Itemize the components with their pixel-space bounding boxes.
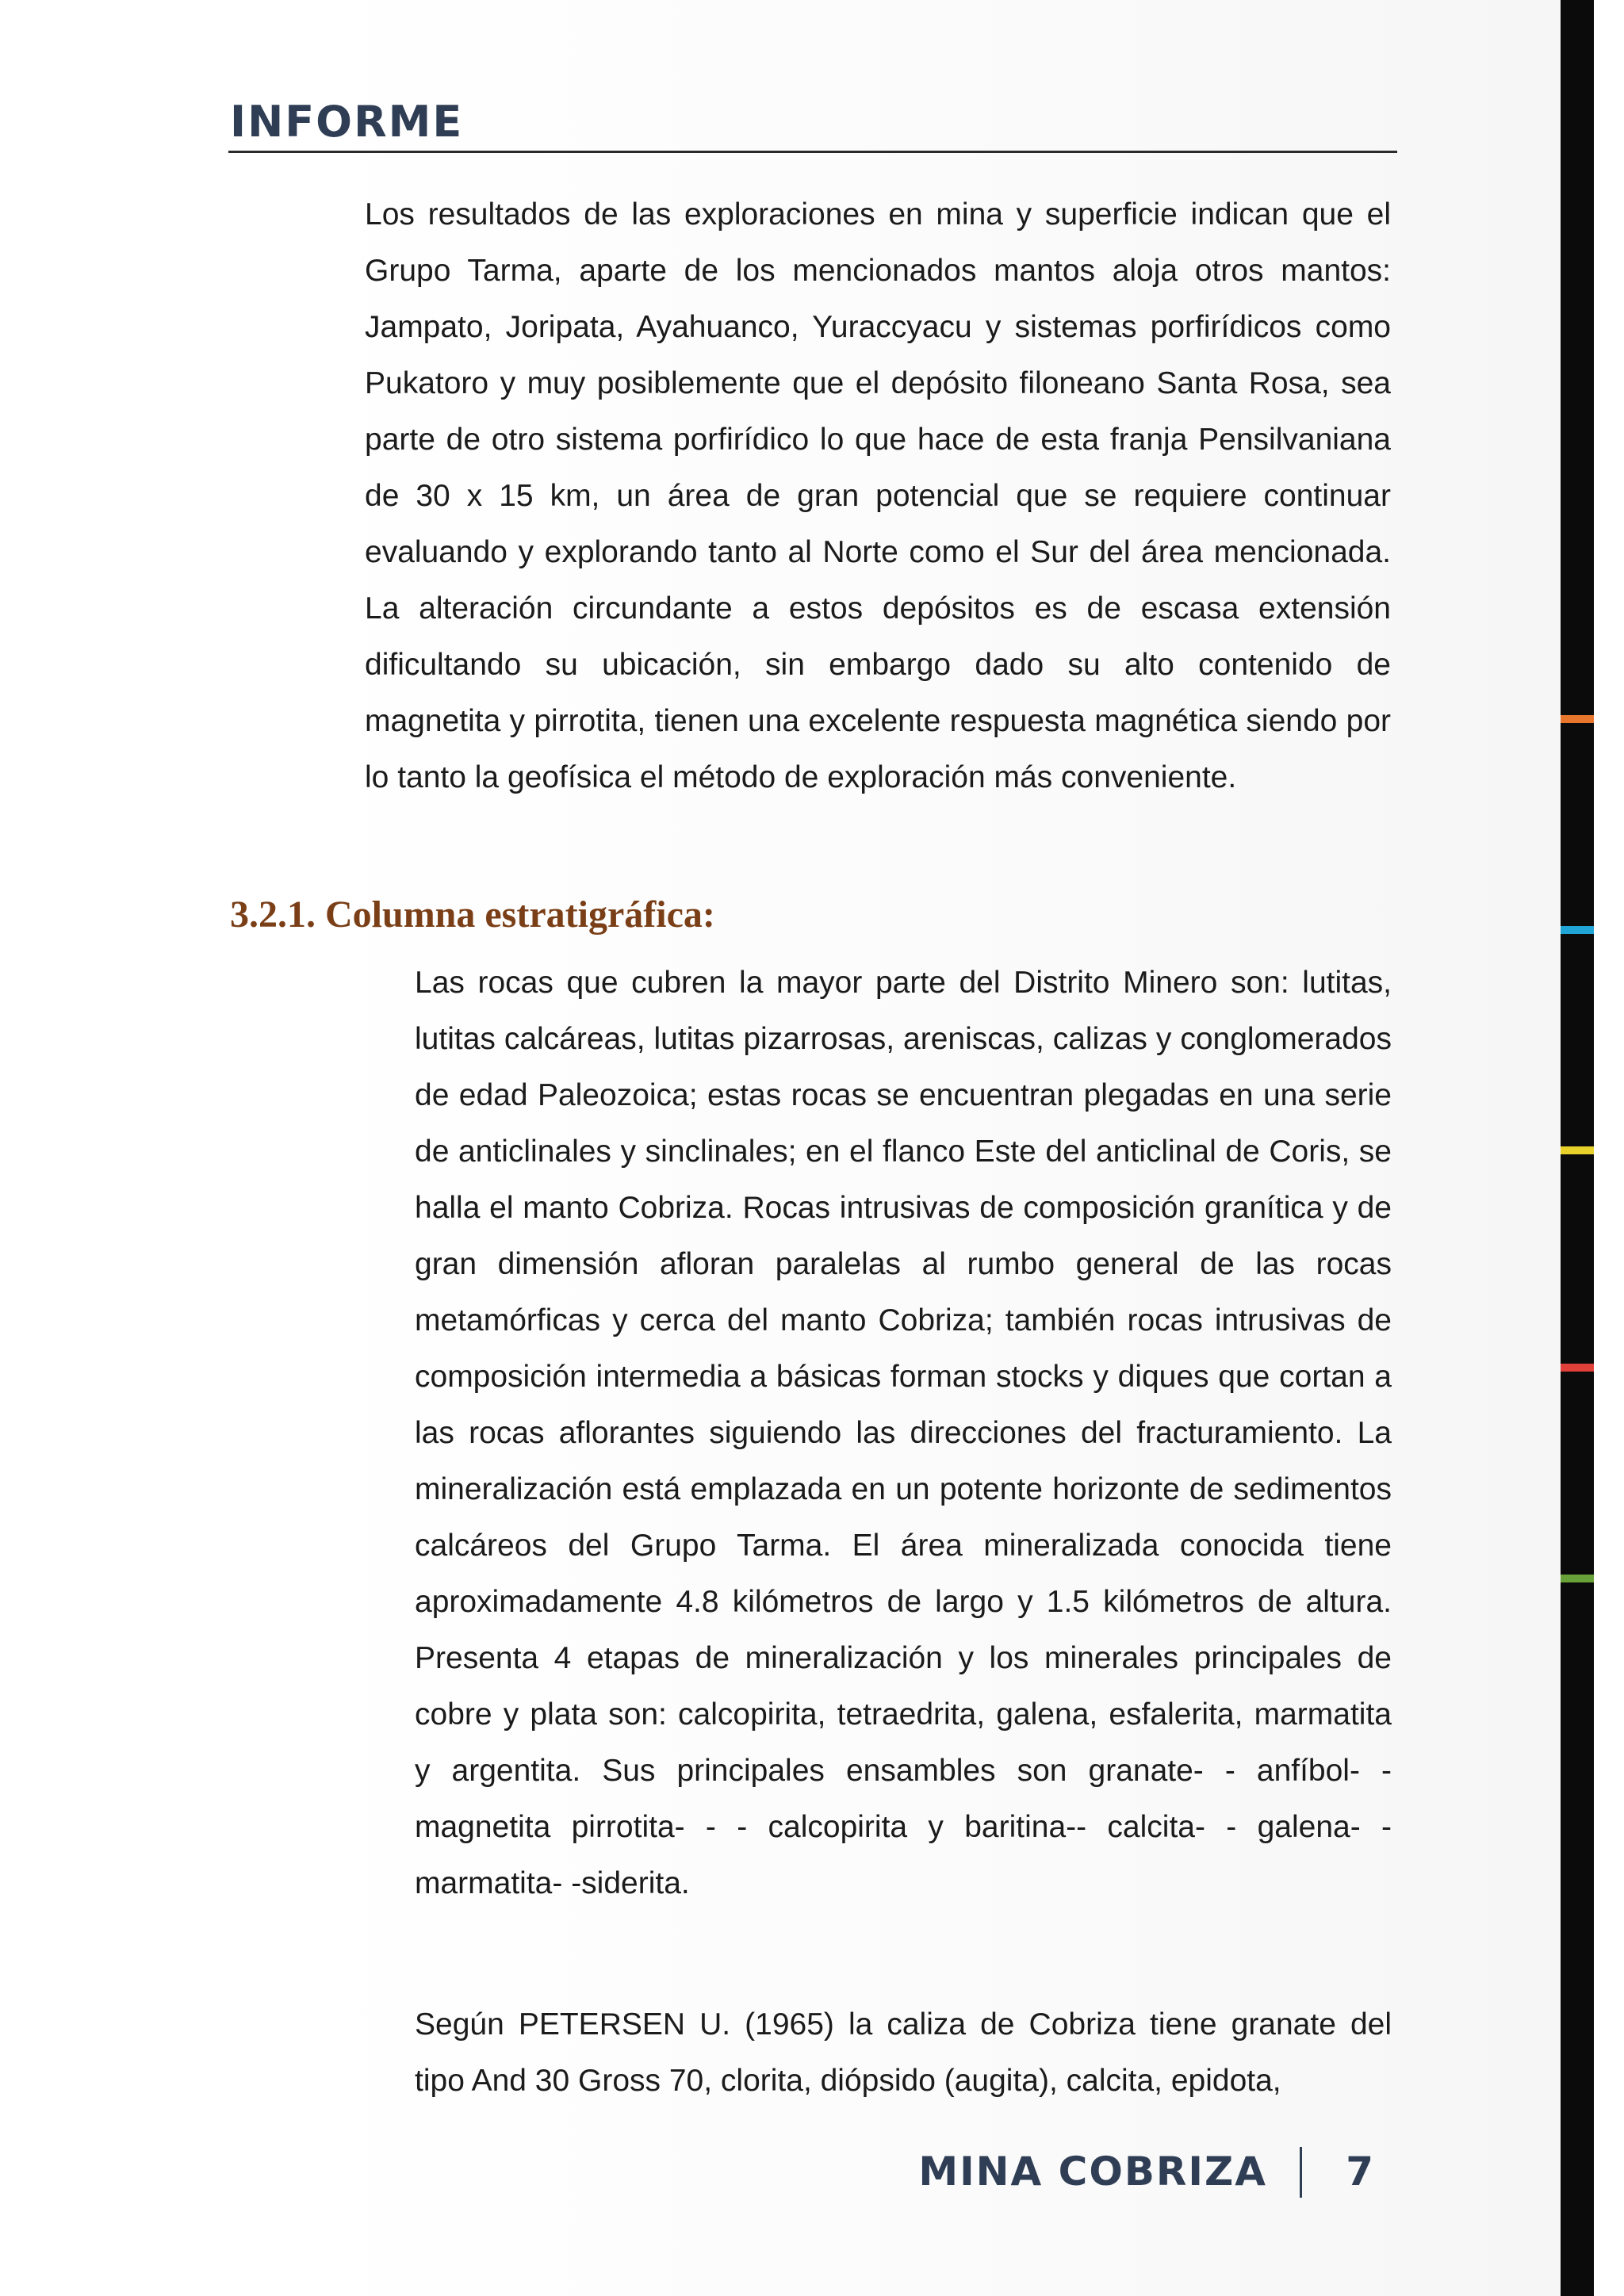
page-edge <box>1594 0 1624 2296</box>
band-mark-yellow <box>1561 1146 1594 1154</box>
footer-document-name: MINA COBRIZA <box>918 2149 1267 2195</box>
footer-divider <box>1300 2147 1302 2198</box>
page-footer <box>912 2141 1404 2204</box>
page-header-title: INFORME <box>230 97 464 147</box>
header-divider <box>228 151 1397 153</box>
petersen-paragraph: Según PETERSEN U. (1965) la caliza de Cobriza tiene granate del tipo And 30 Gross 70, clorita, diópsido (augita), calcita, epidota, <box>415 2007 1392 2098</box>
section-heading: 3.2.1. Columna estratigráfica: <box>230 894 715 936</box>
band-mark-cyan <box>1561 926 1594 934</box>
band-mark-green <box>1561 1575 1594 1582</box>
columna-paragraph: Las rocas que cubren la mayor parte del Distrito Minero son: lutitas, lutitas calcáreas, lutitas pizarrosas, areniscas, calizas y conglomerados de edad Paleozoica; estas rocas se encuentran plegadas en una serie de anticlinales y sinclinales; en el flanco Este del anticlinal de Coris, se halla el manto Cobriza. Rocas intrusivas de composición granítica y de gran dimensión afloran paralelas al rumbo general de las rocas metamórficas y cerca del manto Cobriza; también rocas intrusivas de composición intermedia a básicas forman stocks y diques que cortan a las rocas aflorantes siguiendo las direcciones del fracturamiento. La mineralización está emplazada en un potente horizonte de sedimentos calcáreos del Grupo Tarma. El área mineralizada conocida tiene aproximadamente 4.8 kilómetros de largo y 1.5 kilómetros de altura. Presenta 4 etapas de mineralización y los minerales principales de cobre y plata son: calcopirita, tetraedrita, galena, esfalerita, marmatita y argentita. Sus principales ensambles son granate- - anfíbol- - magnetita pirrotita- - - calcopirita y baritina-- calcita- - galena- - marmatita- -siderita. <box>415 966 1392 1900</box>
intro-paragraph: Los resultados de las exploraciones en mina y superficie indican que el Grupo Tarma, aparte de los mencionados mantos aloja otros mantos: Jampato, Joripata, Ayahuanco, Yuraccyacu y sistemas porfirídicos como Pukatoro y muy posiblemente que el depósito filoneano Santa Rosa, sea parte de otro sistema porfirídico lo que hace de esta franja Pensilvaniana de 30 x 15 km, un área de gran potencial que se requiere continuar evaluando y explorando tanto al Norte como el Sur del área mencionada. La alteración circundante a estos depósitos es de escasa extensión dificultando su ubicación, sin embargo dado su alto contenido de magnetita y pirrotita, tienen una excelente respuesta magnética siendo por lo tanto la geofísica el método de exploración más conveniente. <box>365 197 1391 794</box>
page-number: 7 <box>1346 2149 1373 2195</box>
band-mark-orange <box>1561 715 1594 723</box>
band-mark-red <box>1561 1364 1594 1372</box>
